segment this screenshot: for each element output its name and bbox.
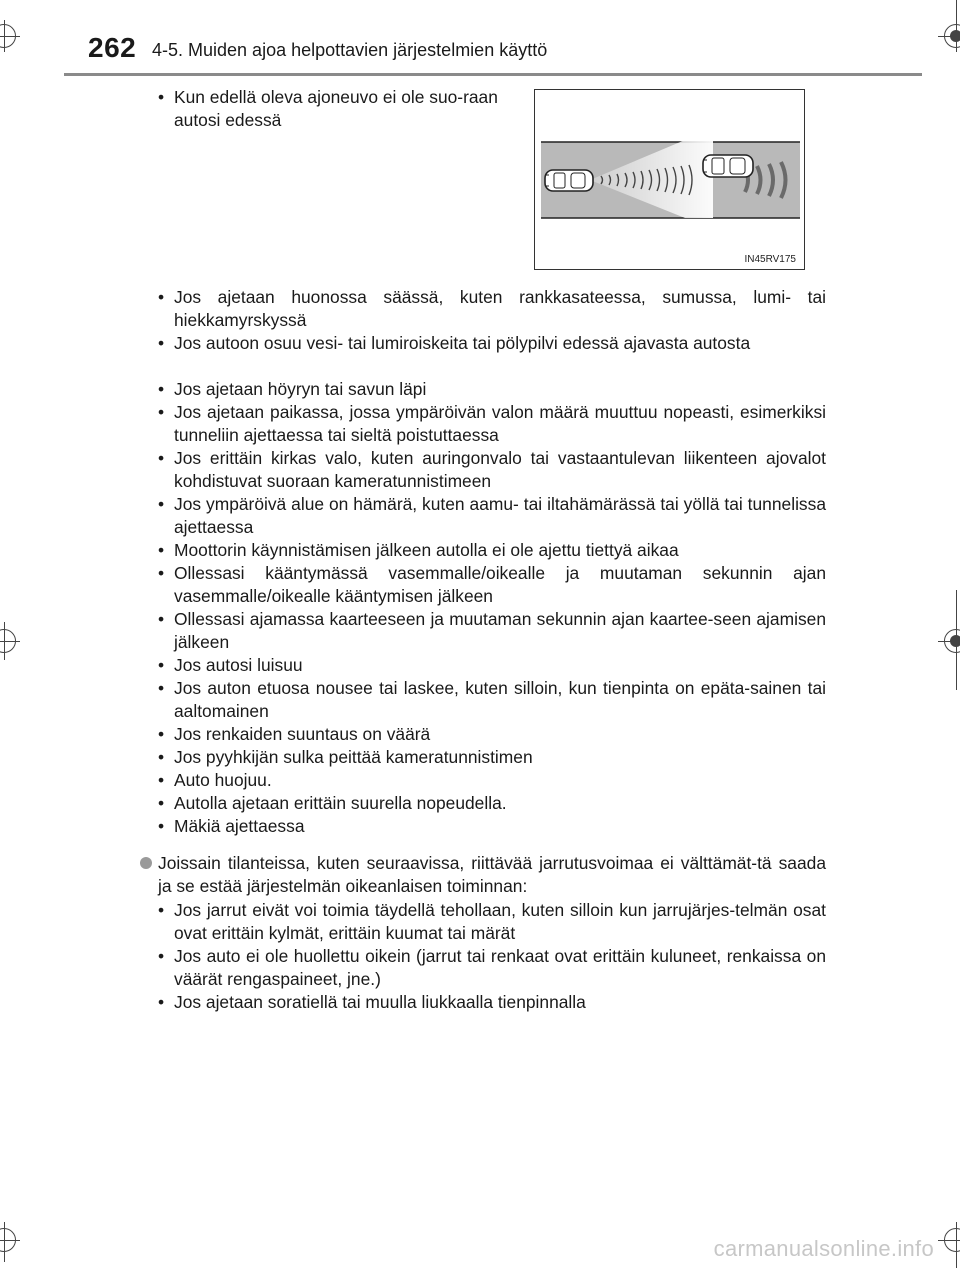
list-item	[158, 401, 826, 447]
list-item-text: Jos ajetaan höyryn tai savun läpi	[174, 379, 427, 399]
list-item	[158, 769, 826, 792]
bullet-symbol: •	[158, 540, 165, 560]
bullet-symbol: •	[158, 333, 165, 353]
list-item	[158, 378, 826, 401]
preceding-vehicle	[703, 155, 753, 177]
bullet-symbol: •	[158, 494, 165, 514]
list-item	[158, 792, 826, 815]
bullet-symbol: •	[158, 770, 165, 790]
bullet-symbol: •	[158, 563, 165, 583]
header-rule	[64, 73, 922, 76]
list-item	[158, 447, 826, 493]
watermark: carmanualsonline.info	[713, 1236, 934, 1261]
page-number: 262	[88, 32, 137, 63]
bullet-symbol: •	[158, 724, 165, 744]
radar-sensor-illustration	[534, 89, 805, 270]
note-paragraph	[140, 852, 826, 898]
list-item-text: Jos renkaiden suuntaus on väärä	[174, 724, 431, 744]
list-item-text: Jos erittäin kirkas valo, kuten auringonvalo tai vastaantulevan liikenteen ajovalot kohdistuvat suoraan kameratunnistimeen	[174, 448, 826, 491]
list-item-text: Ollessasi kääntymässä vasemmalle/oikealle ja muutaman sekunnin ajan vasemmalle/oikealle kääntymisen jälkeen	[174, 563, 826, 606]
list-item-text: Auto huojuu.	[174, 770, 272, 790]
list-item-text: Kun edellä oleva ajoneuvo ei ole suo-raan autosi edessä	[174, 87, 498, 130]
bullet-symbol: •	[158, 287, 165, 307]
bullet-symbol: •	[158, 747, 165, 767]
circle-bullet-icon	[140, 857, 152, 869]
bullet-symbol: •	[158, 379, 165, 399]
bullet-symbol: •	[158, 793, 165, 813]
road-scene-illustration	[535, 90, 804, 269]
figure-code: IN45RV175	[744, 254, 796, 265]
list-item	[158, 654, 826, 677]
bullet-symbol: •	[158, 992, 165, 1012]
list-item	[158, 815, 826, 838]
list-item-text: Moottorin käynnistämisen jälkeen autolla ei ole ajettu tiettyä aikaa	[174, 540, 679, 560]
list-item-text: Autolla ajetaan erittäin suurella nopeudella.	[174, 793, 507, 813]
list-item-text: Jos jarrut eivät voi toimia täydellä tehollaan, kuten silloin kun jarrujärjes-telmän osat ovat erittäin kylmät, erittäin kuumat tai märät	[174, 900, 826, 943]
list-item-text: Jos ympäröivä alue on hämärä, kuten aamu- tai iltahämärässä tai yöllä tai tunnelissa ajettaessa	[174, 494, 826, 537]
bullet-symbol: •	[158, 946, 165, 966]
note-text: Joissain tilanteissa, kuten seuraavissa, riittävää jarrutusvoimaa ei välttämät-tä saada ja se estää järjestelmän oikeanlaisen toiminnan:	[158, 853, 826, 896]
list-item	[158, 608, 826, 654]
list-item	[158, 991, 826, 1014]
bullet-symbol: •	[158, 402, 165, 422]
list-item	[158, 899, 826, 945]
bullet-symbol: •	[158, 900, 165, 920]
bullet-symbol: •	[158, 448, 165, 468]
bullet-symbol: •	[158, 609, 165, 629]
section-title: 4-5. Muiden ajoa helpottavien järjestelmien käyttö	[152, 40, 548, 60]
list-item-text: Jos ajetaan soratiellä tai muulla liukkaalla tienpinnalla	[174, 992, 586, 1012]
bullet-symbol: •	[158, 816, 165, 836]
own-vehicle	[545, 170, 593, 191]
list-item-text: Ollessasi ajamassa kaarteeseen ja muutaman sekunnin ajan kaartee-seen ajamisen jälkeen	[174, 609, 826, 652]
list-item	[158, 493, 826, 539]
list-item-text: Jos ajetaan paikassa, jossa ympäröivän valon määrä muuttuu nopeasti, esimerkiksi tunneliin ajettaessa tai sieltä poistuttaessa	[174, 402, 826, 445]
list-item	[158, 723, 826, 746]
list-item-text: Jos ajetaan huonossa säässä, kuten rankkasateessa, sumussa, lumi- tai hiekkamyrskyssä	[174, 287, 826, 330]
list-item	[158, 539, 826, 562]
list-item-text: Jos auto ei ole huollettu oikein (jarrut tai renkaat ovat erittäin kuluneet, renkaissa on väärät rengaspaineet, jne.)	[174, 946, 826, 989]
list-item	[158, 286, 826, 332]
bullet-symbol: •	[158, 87, 165, 107]
list-item-text: Jos autoon osuu vesi- tai lumiroiskeita tai pölypilvi edessä ajavasta autosta	[174, 333, 751, 353]
list-item	[158, 945, 826, 991]
list-item-text: Jos auton etuosa nousee tai laskee, kuten silloin, kun tienpinta on epäta-sainen tai aaltomainen	[174, 678, 826, 721]
list-item-text: Jos pyyhkijän sulka peittää kameratunnistimen	[174, 747, 533, 767]
list-item-text: Mäkiä ajettaessa	[174, 816, 305, 836]
list-item-text: Jos autosi luisuu	[174, 655, 303, 675]
list-item	[158, 562, 826, 608]
list-item	[158, 677, 826, 723]
bullet-symbol: •	[158, 655, 165, 675]
bullet-symbol: •	[158, 678, 165, 698]
list-item	[158, 332, 826, 355]
list-item	[158, 86, 518, 132]
list-item	[158, 746, 826, 769]
